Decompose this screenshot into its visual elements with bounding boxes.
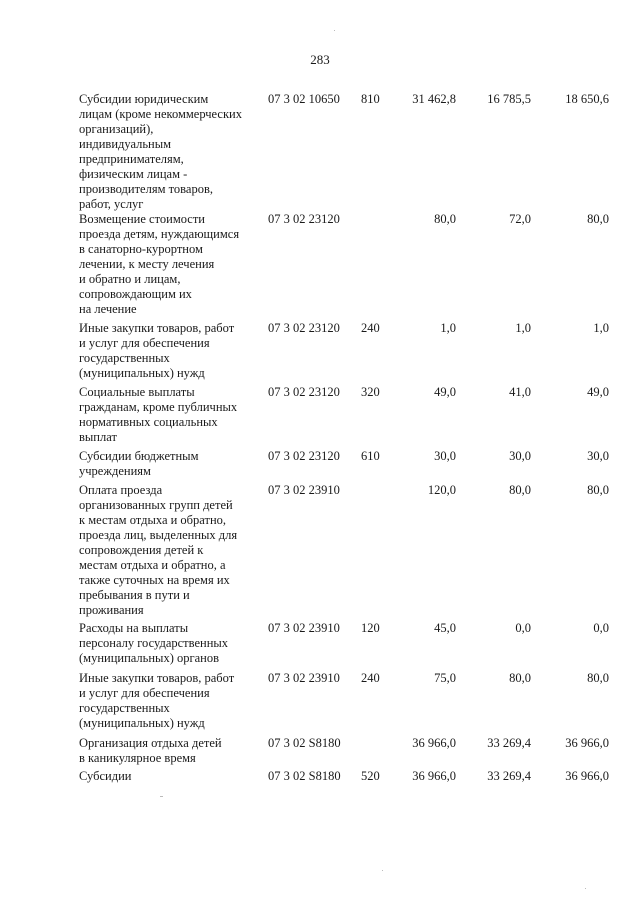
row-name-line: (муниципальных) нужд <box>79 716 205 730</box>
row-name <box>79 769 259 784</box>
row-value-3: 36 966,0 <box>565 736 609 750</box>
row-name-line: физическим лицам - <box>79 167 188 181</box>
row-value-1: 36 966,0 <box>412 736 456 750</box>
row-name-line: государственных <box>79 701 170 715</box>
row-expense-type: 240 <box>361 321 380 335</box>
row-value-3: 18 650,6 <box>565 92 609 106</box>
row-name <box>79 92 259 212</box>
row-value-1: 75,0 <box>434 671 456 685</box>
scan-speck <box>585 888 586 889</box>
row-value-2: 41,0 <box>509 385 531 399</box>
row-value-2: 1,0 <box>515 321 531 335</box>
row-name-line: Иные закупки товаров, работ <box>79 321 235 335</box>
row-value-3: 80,0 <box>587 483 609 497</box>
row-name-line: нормативных социальных <box>79 415 218 429</box>
row-code: 07 3 02 23120 <box>268 212 340 226</box>
row-value-2: 80,0 <box>509 483 531 497</box>
row-name-line: также суточных на время их <box>79 573 230 587</box>
row-name <box>79 212 259 317</box>
row-name-line: лечении, к месту лечения <box>79 257 215 271</box>
row-name-line: сопровождения детей к <box>79 543 204 557</box>
row-name-line: предпринимателям, <box>79 152 184 166</box>
row-name-line: Оплата проезда <box>79 483 163 497</box>
row-name-line: лицам (кроме некоммерческих <box>79 107 242 121</box>
row-name-line: работ, услуг <box>79 197 144 211</box>
row-expense-type: 610 <box>361 449 380 463</box>
row-value-1: 1,0 <box>440 321 456 335</box>
row-value-3: 30,0 <box>587 449 609 463</box>
row-code: 07 3 02 S8180 <box>268 769 341 783</box>
row-value-2: 33 269,4 <box>487 769 531 783</box>
row-value-2: 80,0 <box>509 671 531 685</box>
row-code: 07 3 02 S8180 <box>268 736 341 750</box>
scan-speck <box>334 30 335 31</box>
row-name-line: проживания <box>79 603 144 617</box>
row-name-line: производителям товаров, <box>79 182 213 196</box>
row-name-line: пребывания в пути и <box>79 588 190 602</box>
row-name-line: организованных групп детей <box>79 498 233 512</box>
row-code: 07 3 02 23120 <box>268 385 340 399</box>
row-name-line: организаций), <box>79 122 154 136</box>
row-name-line: и услуг для обеспечения <box>79 686 210 700</box>
row-value-1: 120,0 <box>427 483 456 497</box>
row-expense-type: 520 <box>361 769 380 783</box>
row-value-1: 31 462,8 <box>412 92 456 106</box>
row-name-line: персоналу государственных <box>79 636 229 650</box>
row-name <box>79 736 259 766</box>
row-name-line: Субсидии бюджетным <box>79 449 199 463</box>
row-name-line: сопровождающим их <box>79 287 192 301</box>
row-name-line: (муниципальных) органов <box>79 651 220 665</box>
row-value-1: 30,0 <box>434 449 456 463</box>
row-name-line: к местам отдыха и обратно, <box>79 513 227 527</box>
row-name-line: государственных <box>79 351 170 365</box>
row-value-2: 72,0 <box>509 212 531 226</box>
row-name-line: проезда детям, нуждающимся <box>79 227 240 241</box>
row-name-line: Субсидии <box>79 769 132 783</box>
row-value-2: 33 269,4 <box>487 736 531 750</box>
scan-speck <box>382 870 383 871</box>
row-name <box>79 671 259 731</box>
row-name <box>79 621 259 666</box>
row-name-line: учреждениям <box>79 464 151 478</box>
page-number: 283 <box>310 52 330 67</box>
row-value-3: 36 966,0 <box>565 769 609 783</box>
row-name-line: Социальные выплаты <box>79 385 195 399</box>
row-expense-type: 240 <box>361 671 380 685</box>
row-name-line: выплат <box>79 430 117 444</box>
row-value-3: 80,0 <box>587 212 609 226</box>
row-expense-type: 810 <box>361 92 380 106</box>
row-name-line: Возмещение стоимости <box>79 212 205 226</box>
row-name-line: гражданам, кроме публичных <box>79 400 238 414</box>
row-value-1: 45,0 <box>434 621 456 635</box>
row-name-line: местам отдыха и обратно, а <box>79 558 226 572</box>
row-value-3: 1,0 <box>593 321 609 335</box>
row-name-line: Субсидии юридическим <box>79 92 209 106</box>
row-name-line: Организация отдыха детей <box>79 736 222 750</box>
row-name-line: (муниципальных) нужд <box>79 366 205 380</box>
row-code: 07 3 02 23910 <box>268 483 340 497</box>
row-name-line: Расходы на выплаты <box>79 621 189 635</box>
row-code: 07 3 02 23120 <box>268 449 340 463</box>
row-value-1: 80,0 <box>434 212 456 226</box>
row-name-line: индивидуальным <box>79 137 172 151</box>
row-value-3: 0,0 <box>593 621 609 635</box>
row-value-2: 0,0 <box>515 621 531 635</box>
row-name-line: на лечение <box>79 302 137 316</box>
row-code: 07 3 02 23910 <box>268 671 340 685</box>
row-value-2: 30,0 <box>509 449 531 463</box>
row-name-line: и услуг для обеспечения <box>79 336 210 350</box>
row-expense-type: 120 <box>361 621 380 635</box>
row-code: 07 3 02 10650 <box>268 92 340 106</box>
row-value-1: 49,0 <box>434 385 456 399</box>
row-value-1: 36 966,0 <box>412 769 456 783</box>
row-value-3: 80,0 <box>587 671 609 685</box>
row-name-line: проезда лиц, выделенных для <box>79 528 238 542</box>
row-name-line: в каникулярное время <box>79 751 196 765</box>
row-code: 07 3 02 23120 <box>268 321 340 335</box>
row-name-line: и обратно и лицам, <box>79 272 181 286</box>
row-code: 07 3 02 23910 <box>268 621 340 635</box>
row-name <box>79 321 259 381</box>
row-name-line: Иные закупки товаров, работ <box>79 671 235 685</box>
row-name-line: в санаторно-курортном <box>79 242 203 256</box>
row-name <box>79 483 259 618</box>
row-name <box>79 385 259 445</box>
scan-speck <box>160 796 163 797</box>
row-value-2: 16 785,5 <box>487 92 531 106</box>
row-value-3: 49,0 <box>587 385 609 399</box>
row-expense-type: 320 <box>361 385 380 399</box>
row-name <box>79 449 259 479</box>
